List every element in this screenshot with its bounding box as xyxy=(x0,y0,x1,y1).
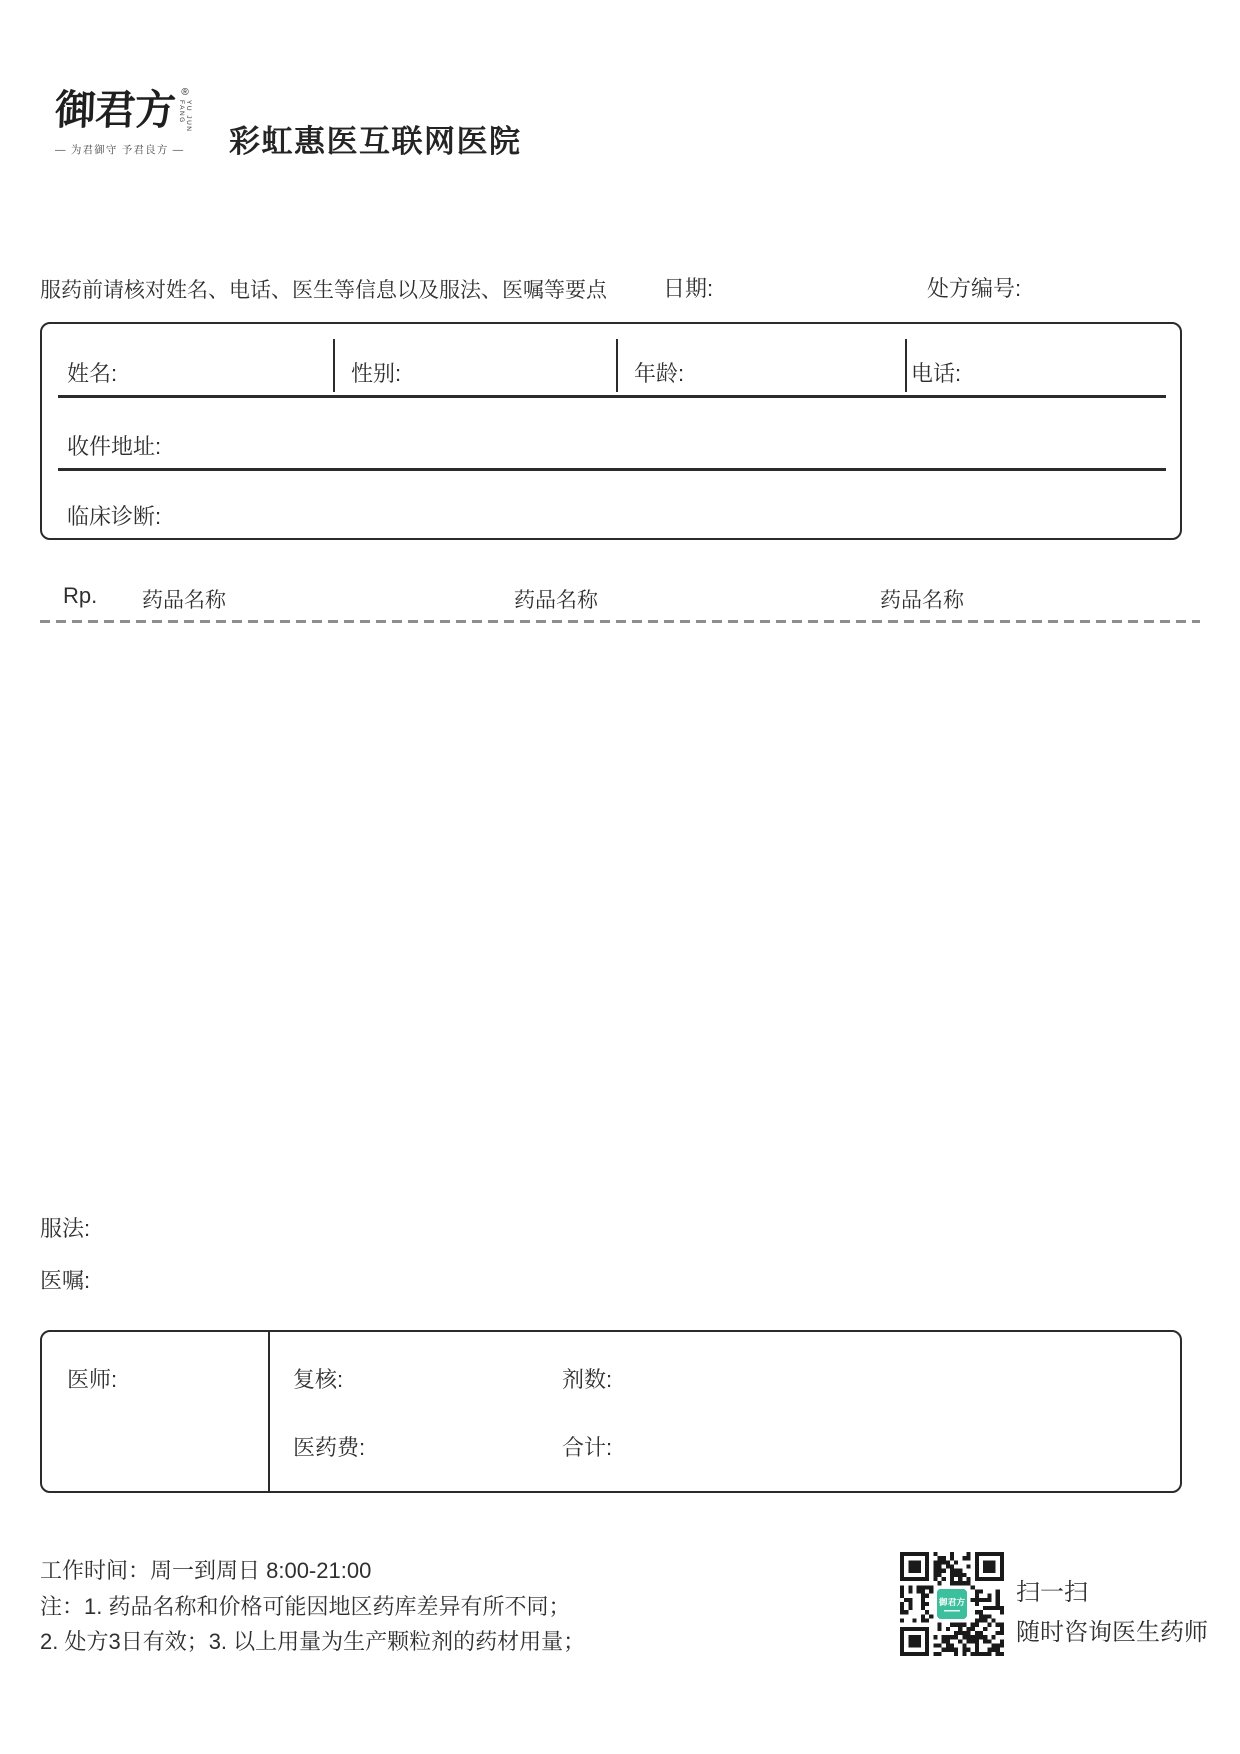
doctor-label: 医师: xyxy=(67,1367,118,1392)
dose-count-label: 剂数: xyxy=(562,1367,613,1392)
medicine-fee-label: 医药费: xyxy=(293,1435,366,1460)
total-label: 合计: xyxy=(562,1435,613,1460)
patient-info-box xyxy=(40,322,1182,540)
cell-divider xyxy=(268,1332,270,1491)
cell-divider xyxy=(905,339,907,392)
row-divider xyxy=(58,395,1166,398)
qr-center-text: 御君方 xyxy=(938,1598,966,1609)
brand-logo xyxy=(55,88,192,157)
drug-column-header: 药品名称 xyxy=(142,589,226,612)
age-label: 年龄: xyxy=(634,361,685,386)
qr-center-subline xyxy=(944,1610,960,1612)
rp-label: Rp. xyxy=(63,583,98,608)
hospital-title: 彩虹惠医互联网医院 xyxy=(229,124,522,159)
registered-trademark-icon: ® xyxy=(181,87,189,98)
drug-column-header: 药品名称 xyxy=(880,589,964,612)
note-line-1: 注：1. 药品名称和价格可能因地区药库差异有所不同； xyxy=(40,1594,571,1619)
gender-label: 性别: xyxy=(351,361,402,386)
brand-tagline: — 为君御守 予君良方 — xyxy=(55,144,185,156)
address-label: 收件地址: xyxy=(67,434,162,459)
scan-hint-title: 扫一扫 xyxy=(1016,1579,1088,1606)
cell-divider xyxy=(333,339,335,392)
working-hours-text: 工作时间：周一到周日 8:00-21:00 xyxy=(40,1558,372,1583)
diagnosis-label: 临床诊断: xyxy=(67,504,162,529)
usage-label: 服法: xyxy=(40,1216,91,1241)
check-reminder-text: 服药前请核对姓名、电话、医生等信息以及服法、医嘱等要点 xyxy=(40,279,607,302)
note-line-2: 2. 处方3日有效；3. 以上用量为生产颗粒剂的药材用量； xyxy=(40,1629,586,1654)
scan-hint-description: 随时咨询医生药师 xyxy=(1016,1619,1208,1646)
row-divider xyxy=(58,468,1166,471)
cell-divider xyxy=(616,339,618,392)
signature-box xyxy=(40,1330,1182,1493)
advice-label: 医嘱: xyxy=(40,1268,91,1293)
dashed-separator xyxy=(40,620,1200,623)
brand-vertical-subtext: YU JUN FANG xyxy=(178,100,192,133)
date-label: 日期: xyxy=(663,276,714,301)
brand-logo-text: 御君方 xyxy=(54,86,176,134)
qr-code xyxy=(900,1552,1004,1656)
review-label: 复核: xyxy=(293,1367,344,1392)
rx-number-label: 处方编号: xyxy=(927,276,1022,301)
name-label: 姓名: xyxy=(67,361,118,386)
drug-column-header: 药品名称 xyxy=(514,589,598,612)
phone-label: 电话: xyxy=(911,361,962,386)
